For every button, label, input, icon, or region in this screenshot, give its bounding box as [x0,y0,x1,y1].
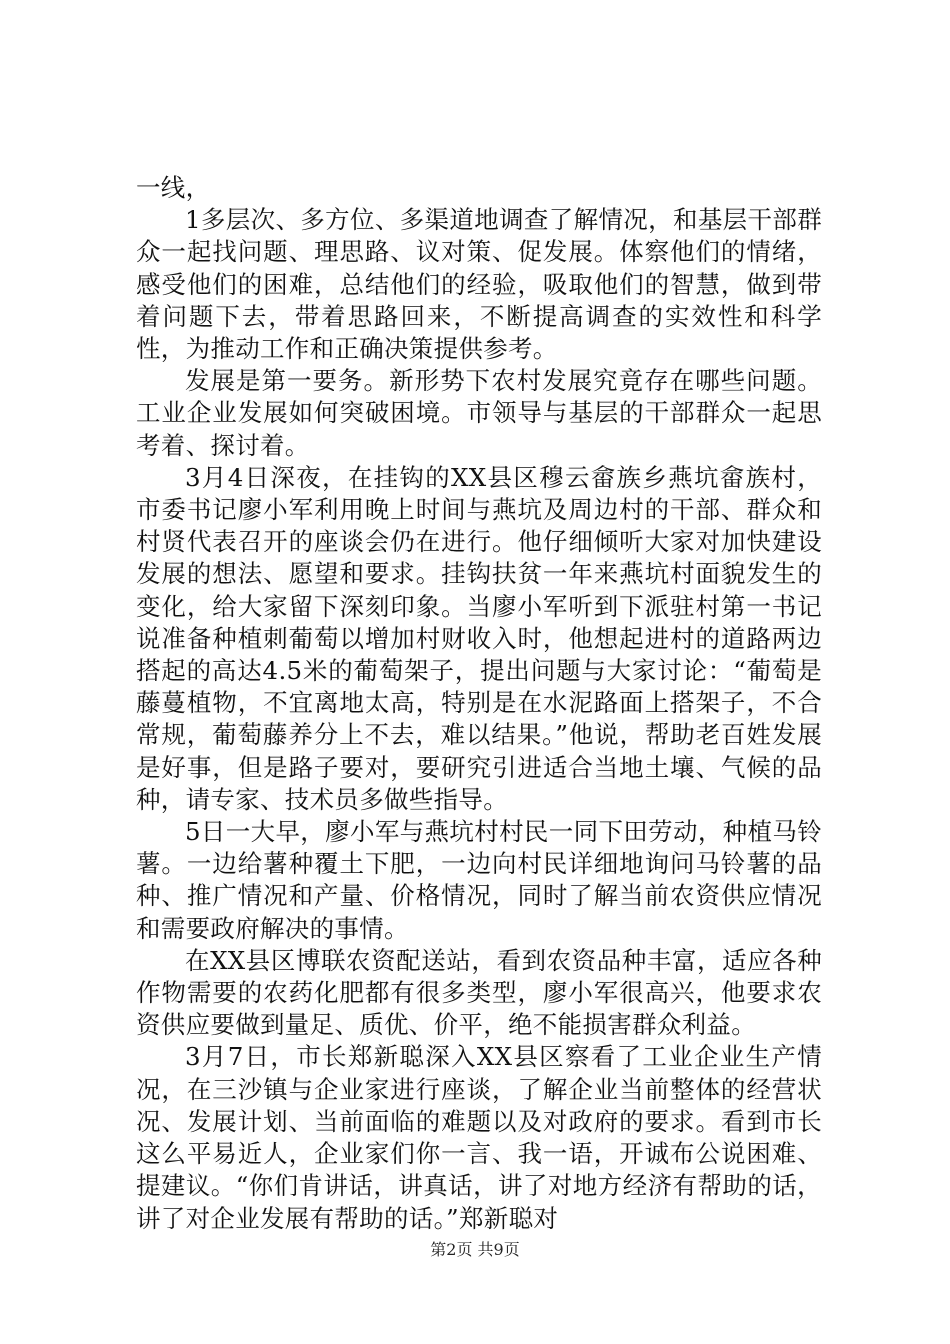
document-body [136,172,822,1235]
paragraph: 发展是第一要务。新形势下农村发展究竟存在哪些问题。工业企业发展如何突破困境。市领导与基层的干部群众一起思考着、探讨着。 [136,366,822,460]
paragraph: 3月7日，市长郑新聪深入XX县区察看了工业企业生产情况，在三沙镇与企业家进行座谈，了解企业当前整体的经营状况、发展计划、当前面临的难题以及对政府的要求。看到市长这么平易近人，企业家们你一言、我一语，开诚布公说困难、提建议。“你们肯讲话，讲真话，讲了对地方经济有帮助的话，讲了对企业发展有帮助的话。”郑新聪对 [136,1042,822,1233]
paragraph: 1多层次、多方位、多渠道地调查了解情况，和基层干部群众一起找问题、理思路、议对策、促发展。体察他们的情绪，感受他们的困难，总结他们的经验，吸取他们的智慧，做到带着问题下去，带着思路回来，不断提高调查的实效性和科学性，为推动工作和正确决策提供参考。 [136,205,822,364]
paragraph: 一线， [136,173,211,202]
paragraph: 3月4日深夜，在挂钩的XX县区穆云畲族乡燕坑畲族村，市委书记廖小军利用晚上时间与燕坑及周边村的干部、群众和村贤代表召开的座谈会仍在进行。他仔细倾听大家对加快建设发展的想法、愿望和要求。挂钩扶贫一年来燕坑村面貌发生的变化，给大家留下深刻印象。当廖小军听到下派驻村第一书记说准备种植刺葡萄以增加村财收入时，他想起进村的道路两边搭起的高达4.5米的葡萄架子，提出问题与大家讨论：“葡萄是藤蔓植物，不宜离地太高，特别是在水泥路面上搭架子，不合常规，葡萄藤养分上不去，难以结果。”他说，帮助老百姓发展是好事，但是路子要对，要研究引进适合当地土壤、气候的品种，请专家、技术员多做些指导。 [136,462,823,814]
paragraph: 5日一大早，廖小军与燕坑村村民一同下田劳动，种植马铃薯。一边给薯种覆土下肥，一边向村民详细地询问马铃薯的品种、推广情况和产量、价格情况，同时了解当前农资供应情况和需要政府解决的事情。 [136,817,822,943]
paragraph: 在XX县区博联农资配送站，看到农资品种丰富，适应各种作物需要的农药化肥都有很多类型，廖小军很高兴，他要求农资供应要做到量足、质优、价平，绝不能损害群众利益。 [136,945,822,1040]
page-footer [0,1240,950,1260]
page-number-label: 第2页 共9页 [430,1240,520,1259]
